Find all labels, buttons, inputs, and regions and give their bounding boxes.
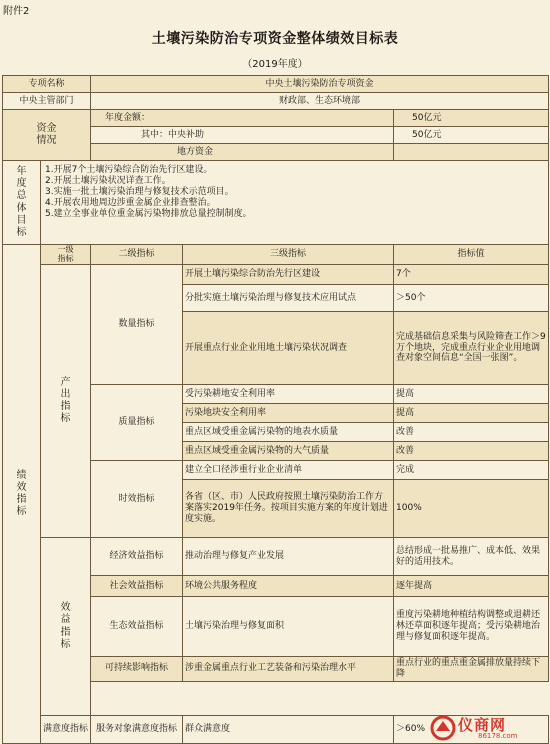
quantity-indicator-label: 数量指标 <box>91 265 183 385</box>
indicator-value: 7个 <box>394 265 549 285</box>
level3-item: 群众满意度 <box>183 716 394 744</box>
indicator-value: 提高 <box>394 385 549 404</box>
level3-item: 开展土壤污染综合防治先行区建设 <box>183 265 394 285</box>
local-funds-label: 地方资金 <box>91 144 394 161</box>
timeliness-indicator-label: 时效指标 <box>91 461 183 538</box>
indicator-value: 改善 <box>394 442 549 461</box>
header-level2: 二级指标 <box>91 245 183 265</box>
eco-indicator-label: 生态效益指标 <box>91 597 183 657</box>
benefit-indicators-label: 效 益 指 标 <box>41 538 91 716</box>
indicator-value: 重度污染耕地种植结构调整或退耕还林还草面积逐年提高；受污染耕地治理与修复面积逐年提高。 <box>394 597 549 657</box>
site-watermark <box>430 714 548 742</box>
header-level1: 一级 指标 <box>41 245 91 265</box>
indicator-value: 总结形成一批易推广、成本低、效果好的适用技术。 <box>394 538 549 576</box>
level3-item: 重点区域受重金属污染物的大气质量 <box>183 442 394 461</box>
indicator-value: 提高 <box>394 404 549 423</box>
header-level3: 三级指标 <box>183 245 394 265</box>
performance-table <box>2 75 549 744</box>
indicator-value: 完成 <box>394 461 549 480</box>
annual-amount-label: 年度金额： <box>91 110 394 127</box>
indicator-value: 逐年提高 <box>394 576 549 597</box>
satisfaction-indicator-label: 满意度指标 <box>41 716 91 744</box>
indicator-value: ＞60% <box>394 716 549 744</box>
economic-indicator-label: 经济效益指标 <box>91 538 183 576</box>
perf-indicators-label: 绩 效 指 标 <box>3 245 41 744</box>
annual-amount-value: 50亿元 <box>394 110 549 127</box>
central-subsidy-value: 50亿元 <box>394 127 549 144</box>
year-label: （2019年度） <box>242 59 308 70</box>
goal-item: 2.开展土壤污染状况详查工作。 <box>45 175 171 186</box>
level3-item: 土壤污染治理与修复面积 <box>183 597 394 657</box>
indicator-value: 完成基础信息采集与风险筛查工作＞9万个地块，完成重点行业企业用地调查对象空间信息“全国一张图”。 <box>394 312 549 385</box>
level3-item: 环境公共服务程度 <box>183 576 394 597</box>
goal-item: 5.建立全事业单位重金属污染物排放总量控制制度。 <box>45 208 252 219</box>
indicator-value: 100% <box>394 480 549 538</box>
goal-item: 1.开展7个土壤污染综合防治先行区建设。 <box>45 165 213 175</box>
watermark-logo-icon <box>430 715 456 741</box>
central-subsidy-label: 其中：中央补助 <box>91 127 394 144</box>
level3-item: 推动治理与修复产业发展 <box>183 538 394 576</box>
goal-item: 4.开展农用地周边涉重金属企业排查整治。 <box>45 197 216 208</box>
watermark-subtext: 86178.com <box>478 732 518 740</box>
fund-name-value: 中央土壤污染防治专项资金 <box>91 76 549 93</box>
fund-name-label: 专项名称 <box>3 76 91 93</box>
level3-item: 各省（区、市）人民政府按照土壤污染防治工作方案落实2019年任务。按项目实施方案的年度计划进度实施。 <box>183 480 394 538</box>
level3-item: 受污染耕地安全利用率 <box>183 385 394 404</box>
level3-item: 开展重点行业企业用地土壤污染状况调查 <box>183 312 394 385</box>
goal-item: 3.实施一批土壤污染治理与修复技术示范项目。 <box>45 186 234 197</box>
dept-label: 中央主管部门 <box>3 93 91 110</box>
level3-item: 分批实施土壤污染治理与修复技术应用试点 <box>183 285 394 312</box>
annex-label: 附件2 <box>3 6 30 17</box>
watermark-text: 仪商网 <box>458 716 507 734</box>
indicator-value: 重点行业的重点重金属排放量持续下降 <box>394 657 549 682</box>
page-title: 土壤污染防治专项资金整体绩效目标表 <box>151 31 399 47</box>
level3-item: 污染地块安全利用率 <box>183 404 394 423</box>
output-indicators-label: 产 出 指 标 <box>41 265 91 538</box>
quality-indicator-label: 质量指标 <box>91 385 183 461</box>
level3-item: 涉重金属重点行业工艺装备和污染治理水平 <box>183 657 394 682</box>
dept-value: 财政部、生态环境部 <box>91 93 549 110</box>
indicator-value: 改善 <box>394 423 549 442</box>
local-funds-value <box>394 144 549 161</box>
sustain-indicator-label: 可持续影响指标 <box>91 657 183 682</box>
annual-goals-list <box>41 161 549 245</box>
level3-item: 重点区域受重金属污染物的地表水质量 <box>183 423 394 442</box>
header-value: 指标值 <box>394 245 549 265</box>
funds-label: 资金 情况 <box>3 110 91 161</box>
indicator-value: ＞50个 <box>394 285 549 312</box>
level3-item: 建立全口径涉重行业企业清单 <box>183 461 394 480</box>
social-indicator-label: 社会效益指标 <box>91 576 183 597</box>
annual-goals-label: 年 度 总 体 目 标 <box>3 161 41 245</box>
service-target-label: 服务对象满意度指标 <box>91 716 183 744</box>
